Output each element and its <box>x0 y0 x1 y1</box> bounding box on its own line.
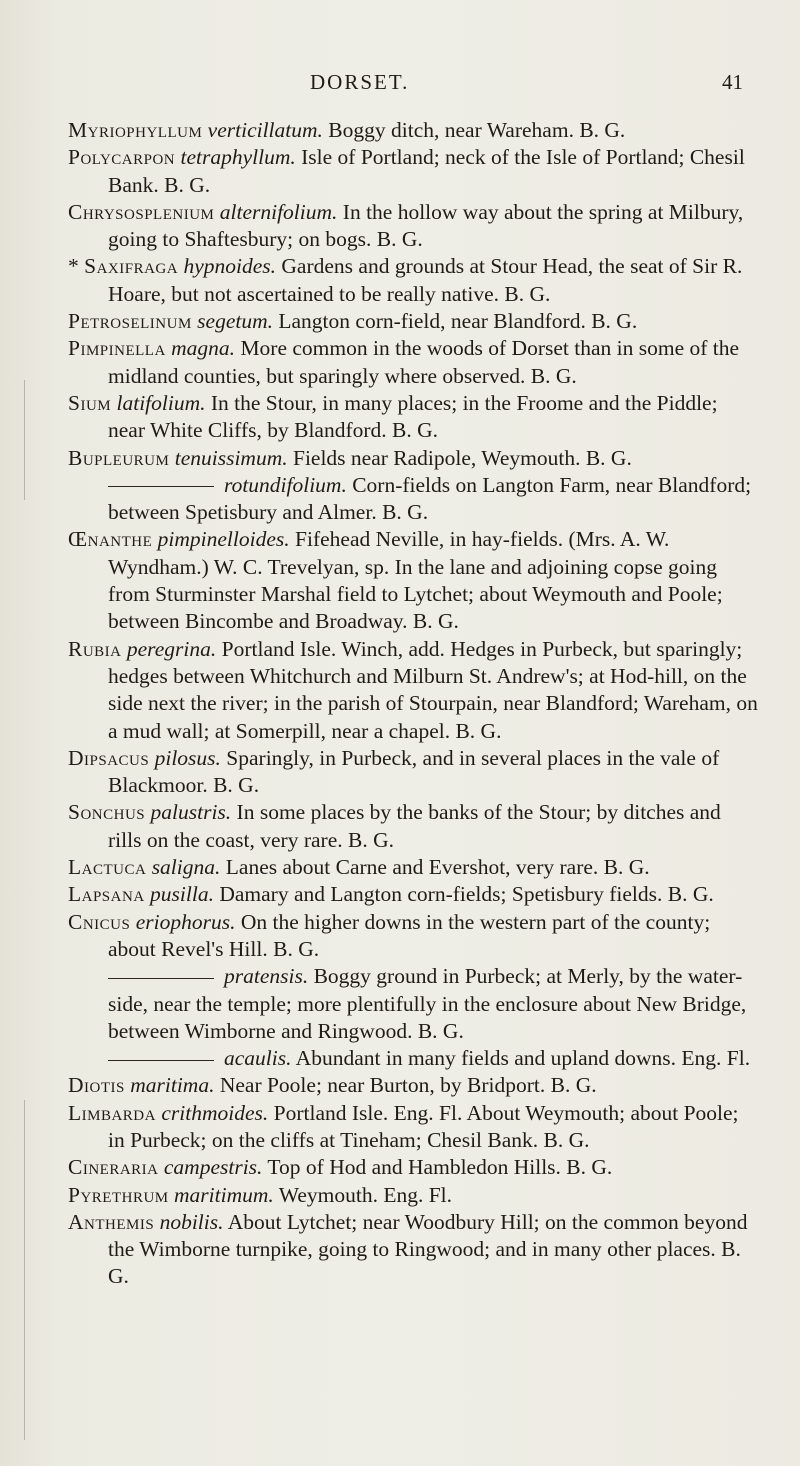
locality-text: Fields near Radipole, Weymouth. B. G. <box>287 445 632 470</box>
locality-text: Lanes about Carne and Evershot, very rare. B. G. <box>220 855 650 880</box>
locality-text: Sparingly, in Purbeck, and in several places in the vale of Blackmoor. B. G. <box>108 745 720 798</box>
species-name: crithmoides. <box>161 1100 269 1125</box>
species-name: pratensis. <box>224 964 309 989</box>
asterisk-mark: * <box>68 254 85 279</box>
genus-name: Myriophyllum <box>68 118 203 142</box>
genus-name: Cineraria <box>68 1155 159 1180</box>
locality-text: About Lytchet; near Woodbury Hill; on the common beyond the Wimborne turnpike, going to Ringwood; and in many other places. B. G. <box>108 1209 748 1289</box>
species-entry <box>68 881 758 908</box>
species-entry <box>68 253 758 308</box>
species-name: maritimum. <box>174 1182 274 1207</box>
species-name: pusilla. <box>150 882 214 907</box>
ditto-dash <box>108 486 214 487</box>
species-list <box>68 117 758 1291</box>
species-name: nobilis. <box>159 1209 224 1234</box>
species-entry <box>68 1209 758 1291</box>
species-name: rotundifolium. <box>224 472 347 497</box>
genus-name: Œnanthe <box>68 527 153 552</box>
locality-text: In the Stour, in many places; in the Froome and the Piddle; near White Cliffs, by Blandford. B. G. <box>108 390 718 443</box>
species-name: verticillatum. <box>207 118 323 142</box>
species-name: eriophorus. <box>135 909 236 934</box>
species-entry <box>68 308 758 335</box>
genus-name: Lactuca <box>68 855 147 880</box>
species-entry <box>68 909 758 964</box>
genus-name: Sium <box>68 390 112 415</box>
genus-name: Saxifraga <box>84 254 179 279</box>
page-header <box>0 70 800 100</box>
species-entry <box>68 1154 758 1181</box>
species-name: campestris. <box>163 1155 263 1180</box>
genus-name: Bupleurum <box>68 445 170 470</box>
genus-name: Petroselinum <box>68 309 192 334</box>
locality-text: On the higher downs in the western part of the county; about Revel's Hill. B. G. <box>108 909 711 961</box>
species-entry <box>68 1100 758 1155</box>
locality-text: Langton corn-field, near Blandford. B. G. <box>273 309 638 334</box>
genus-name: Pimpinella <box>68 336 166 361</box>
species-name: hypnoides. <box>183 254 277 279</box>
genus-name: Limbarda <box>68 1100 156 1125</box>
species-name: maritima. <box>130 1073 215 1098</box>
genus-name: Diotis <box>68 1073 125 1098</box>
species-entry <box>68 117 758 144</box>
species-name: magna. <box>171 336 236 361</box>
running-head: DORSET. <box>310 70 410 94</box>
species-entry <box>68 636 758 745</box>
species-name: palustris. <box>150 800 232 825</box>
locality-text: In the hollow way about the spring at Milbury, going to Shaftesbury; on bogs. B. G. <box>108 199 744 252</box>
genus-name: Anthemis <box>68 1209 155 1234</box>
genus-name: Lapsana <box>68 882 145 907</box>
species-entry <box>68 526 758 635</box>
page-edge-shadow <box>24 380 25 500</box>
species-entry <box>68 1045 758 1072</box>
species-entry <box>68 854 758 881</box>
species-name: segetum. <box>197 309 273 334</box>
species-name: pimpinelloides. <box>157 527 290 552</box>
genus-name: Cnicus <box>68 909 131 934</box>
locality-text: Abundant in many fields and upland downs. Eng. Fl. <box>291 1046 751 1071</box>
species-entry <box>68 335 758 390</box>
species-name: acaulis. <box>224 1046 292 1071</box>
locality-text: Top of Hod and Hambledon Hills. B. G. <box>262 1155 613 1180</box>
species-name: latifolium. <box>116 390 206 415</box>
species-entry <box>68 144 758 199</box>
species-entry <box>68 963 758 1045</box>
species-entry <box>68 1182 758 1209</box>
genus-name: Polycarpon <box>68 145 176 170</box>
ditto-dash <box>108 978 214 979</box>
locality-text: Boggy ground in Purbeck; at Merly, by the water-side, near the temple; more plentifully in the enclosure about New Bridge, between Wimborne and Ringwood. B. G. <box>108 964 747 1043</box>
locality-text: Isle of Portland; neck of the Isle of Portland; Chesil Bank. B. G. <box>108 145 745 197</box>
page-number: 41 <box>722 70 743 94</box>
species-name: tetraphyllum. <box>180 145 296 170</box>
species-name: pilosus. <box>154 745 221 770</box>
locality-text: Portland Isle. Eng. Fl. About Weymouth; about Poole; in Purbeck; on the cliffs at Tineham; Chesil Bank. B. G. <box>108 1100 739 1152</box>
locality-text: Fifehead Neville, in hay-fields. (Mrs. A. W. Wyndham.) W. C. Trevelyan, sp. In the lane and adjoining copse going from Sturminster Marshal field to Lytchet; about Weymouth and Poole; between Bincombe and Broadway. B. G. <box>108 527 723 634</box>
genus-name: Pyrethrum <box>68 1182 169 1207</box>
locality-text: In some places by the banks of the Stour; by ditches and rills on the coast, very rare. B. G. <box>108 800 721 852</box>
species-entry <box>68 745 758 800</box>
genus-name: Rubia <box>68 636 122 661</box>
species-entry <box>68 799 758 854</box>
genus-name: Dipsacus <box>68 745 150 770</box>
locality-text: More common in the woods of Dorset than in some of the midland counties, but sparingly where observed. B. G. <box>108 336 740 388</box>
locality-text: Boggy ditch, near Wareham. B. G. <box>322 118 626 142</box>
locality-text: Portland Isle. Winch, add. Hedges in Purbeck, but sparingly; hedges between Whitchurch and Milburn St. Andrew's; at Hod-hill, on the side next the river; in the parish of Stourpain, near Blandford; Wareham, on a mud wall; at Somerpill, near a chapel. B. G. <box>108 636 758 743</box>
genus-name: Sonchus <box>68 800 146 825</box>
locality-text: Weymouth. Eng. Fl. <box>273 1182 453 1207</box>
locality-text: Corn-fields on Langton Farm, near Blandford; between Spetisbury and Almer. B. G. <box>108 472 752 525</box>
species-entry <box>68 472 758 527</box>
species-name: peregrina. <box>126 636 217 661</box>
species-entry <box>68 199 758 254</box>
species-name: tenuissimum. <box>174 445 288 470</box>
page-edge-shadow <box>24 1100 25 1440</box>
species-entry <box>68 1072 758 1099</box>
genus-name: Chrysosplenium <box>68 199 215 224</box>
species-name: saligna. <box>151 855 221 880</box>
locality-text: Damary and Langton corn-fields; Spetisbury fields. B. G. <box>213 882 714 907</box>
locality-text: Gardens and grounds at Stour Head, the seat of Sir R. Hoare, but not ascertained to be really native. B. G. <box>108 254 743 306</box>
species-name: alternifolium. <box>219 199 338 224</box>
species-entry <box>68 445 758 472</box>
ditto-dash <box>108 1060 214 1061</box>
species-entry <box>68 390 758 445</box>
locality-text: Near Poole; near Burton, by Bridport. B. G. <box>214 1073 597 1098</box>
